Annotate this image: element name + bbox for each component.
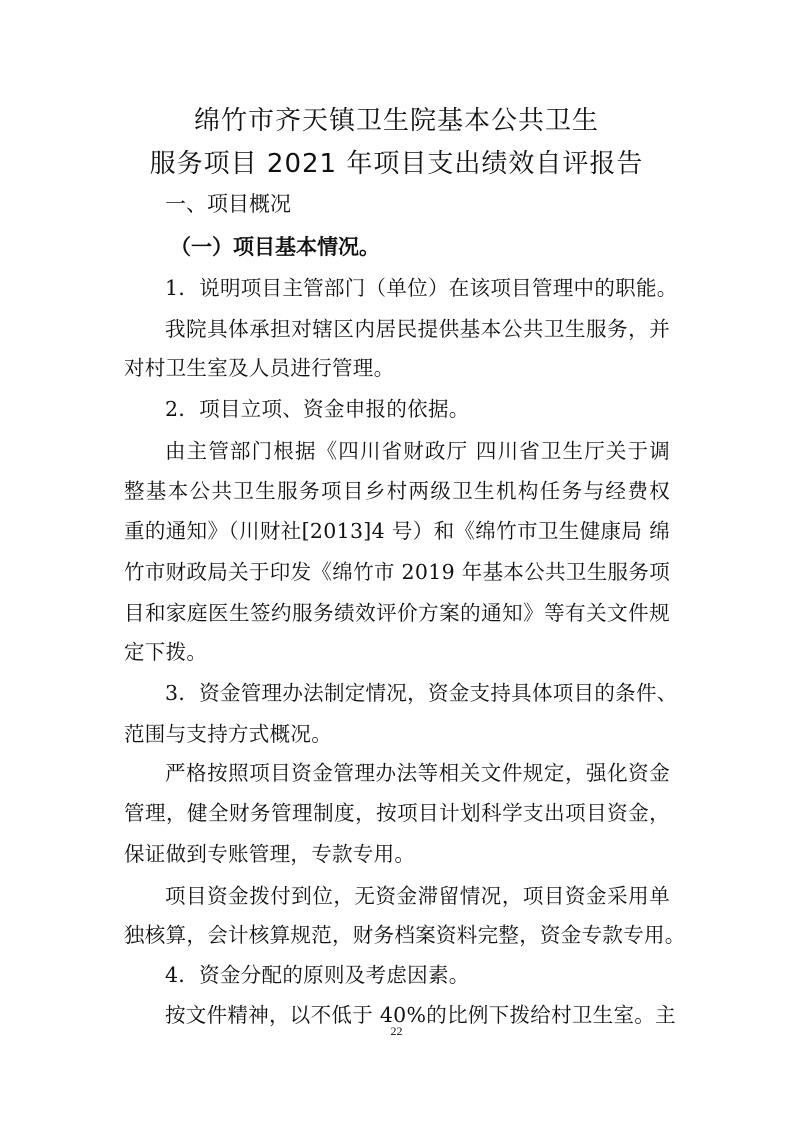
paragraph-line: 对村卫生室及人员进行管理。 [124,356,395,380]
paragraph-line: 目和家庭医生签约服务绩效评价方案的通知》等有关文件规 [124,601,670,625]
paragraph-line: 整基本公共卫生服务项目乡村两级卫生机构任务与经费权 [124,479,670,503]
paragraph-line: 1．说明项目主管部门（单位）在该项目管理中的职能。 [165,276,678,300]
paragraph-line: 范围与支持方式概况。 [124,722,332,746]
paragraph-line: 严格按照项目资金管理办法等相关文件规定，强化资金 [165,761,670,785]
paragraph-line: 竹市财政局关于印发《绵竹市 2019 年基本公共卫生服务项 [124,560,670,584]
section-heading-project-overview: 一、项目概况 [165,192,291,216]
paragraph-line: 独核算，会计核算规范，财务档案资料完整，资金专款专用。 [124,923,686,947]
paragraph-line: 项目资金拨付到位，无资金滞留情况，项目资金采用单 [165,884,670,908]
paragraph-line: 我院具体承担对辖区内居民提供基本公共卫生服务，并 [165,317,670,341]
subsection-heading-basic-info: （一）项目基本情况。 [170,234,380,259]
page-number: 22 [390,1024,403,1038]
report-title-line-1: 绵竹市齐天镇卫生院基本公共卫生 [193,106,599,136]
paragraph-line: 由主管部门根据《四川省财政厅 四川省卫生厅关于调 [165,439,670,463]
paragraph-line: 保证做到专账管理，专款专用。 [124,842,416,866]
paragraph-line: 按文件精神，以不低于 40%的比例下拨给村卫生室。主 [165,1003,676,1027]
paragraph-line: 4．资金分配的原则及考虑因素。 [165,963,470,987]
paragraph-line: 2．项目立项、资金申报的依据。 [165,397,470,421]
paragraph-line: 3．资金管理办法制定情况，资金支持具体项目的条件、 [165,681,678,705]
paragraph-line: 重的通知》（川财社[2013]4 号）和《绵竹市卫生健康局 绵 [124,519,670,543]
report-title-line-2: 服务项目 2021 年项目支出绩效自评报告 [149,149,644,179]
paragraph-line: 管理，健全财务管理制度，按项目计划科学支出项目资金， [124,801,670,825]
paragraph-line: 定下拨。 [124,640,208,664]
